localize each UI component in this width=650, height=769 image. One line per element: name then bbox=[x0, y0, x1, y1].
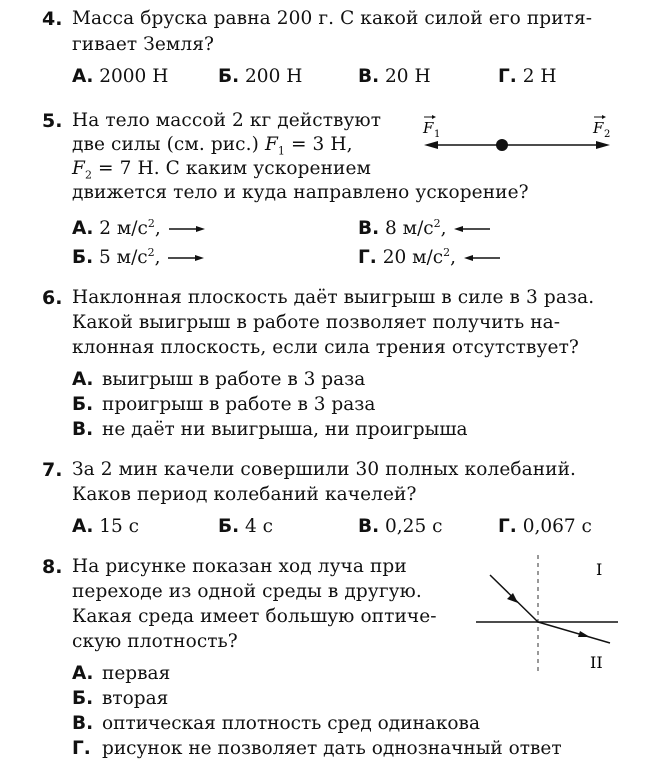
body-dot bbox=[496, 139, 508, 151]
answer-label: Г. bbox=[358, 247, 377, 269]
refraction-figure bbox=[470, 555, 620, 675]
option-text: не даёт ни выигрыша, ни проигрыша bbox=[102, 419, 468, 440]
answer-a bbox=[72, 66, 168, 87]
superscript: 2 bbox=[147, 217, 155, 230]
answer-value: 5 м/с bbox=[99, 247, 148, 269]
option-text: вторая bbox=[102, 688, 169, 709]
question-text-line: За 2 мин качели совершили 30 полных колебаний. bbox=[72, 459, 577, 480]
option-a bbox=[72, 369, 365, 390]
question-text-line: На рисунке показан ход луча при bbox=[72, 556, 407, 577]
answer-b bbox=[72, 246, 206, 268]
answer-text: 2000 Н bbox=[99, 66, 169, 87]
text: = 3 Н, bbox=[284, 134, 353, 155]
superscript: 2 bbox=[147, 246, 155, 259]
answer-b bbox=[218, 516, 273, 537]
option-label: В. bbox=[72, 419, 94, 440]
arrow-left-icon bbox=[424, 141, 438, 149]
answer-label: Б. bbox=[218, 516, 240, 537]
question-text-line: Какой выигрыш в работе позволяет получить на- bbox=[72, 312, 561, 333]
f1-subscript: 1 bbox=[434, 129, 441, 140]
question-number: 6. bbox=[42, 287, 63, 309]
question-text-line bbox=[72, 158, 371, 182]
answer-value: 8 м/с bbox=[385, 218, 434, 240]
answer-label: А. bbox=[72, 66, 94, 87]
option-d bbox=[72, 738, 562, 759]
option-text: первая bbox=[102, 663, 171, 684]
text: , bbox=[154, 218, 161, 240]
answer-text: 0,067 с bbox=[522, 516, 592, 537]
answer-label: А. bbox=[72, 516, 94, 537]
answer-c bbox=[358, 516, 442, 537]
answer-label: А. bbox=[72, 218, 94, 240]
answer-text: 200 Н bbox=[245, 66, 303, 87]
option-label: В. bbox=[72, 713, 94, 734]
answer-c bbox=[358, 217, 492, 239]
question-text-line: переходе из одной среды в другую. bbox=[72, 581, 422, 602]
text: Масса бруска равна 200 г. С какой силой его притя- bbox=[72, 8, 593, 29]
answer-label: Б. bbox=[218, 66, 240, 87]
medium-2-label: II bbox=[590, 653, 603, 672]
ray-arrow-icon bbox=[578, 631, 590, 637]
answer-d bbox=[498, 516, 592, 537]
answer-text: 4 с bbox=[245, 516, 274, 537]
answer-a bbox=[72, 217, 207, 239]
question-text-line: На тело массой 2 кг действуют bbox=[72, 110, 382, 131]
text: , bbox=[154, 247, 161, 269]
question-text-line: Наклонная плоскость даёт выигрыш в силе в 3 раза. bbox=[72, 287, 595, 308]
option-c bbox=[72, 713, 480, 734]
medium-1-label: I bbox=[596, 560, 603, 579]
forces-figure bbox=[418, 110, 618, 160]
option-label: Б. bbox=[72, 688, 94, 709]
option-text: выигрыш в работе в 3 раза bbox=[102, 369, 366, 390]
option-label: Г. bbox=[72, 738, 91, 759]
arrow-left-icon bbox=[452, 224, 492, 234]
question-text-line: движется тело и куда направлено ускорение? bbox=[72, 182, 529, 203]
answer-a bbox=[72, 516, 139, 537]
text: , bbox=[440, 218, 447, 240]
force-symbol: F bbox=[72, 158, 85, 179]
subscript: 2 bbox=[84, 168, 93, 182]
option-a bbox=[72, 663, 170, 684]
f2-label: F bbox=[593, 119, 604, 137]
answer-b bbox=[218, 66, 302, 87]
question-text-line: гивает Земля? bbox=[72, 34, 215, 55]
question-text-line bbox=[72, 8, 610, 29]
question-number: 7. bbox=[42, 459, 63, 481]
text: , bbox=[450, 247, 457, 269]
answer-text: 15 с bbox=[99, 516, 140, 537]
answer-label: Г. bbox=[498, 66, 517, 87]
answer-text: 0,25 с bbox=[385, 516, 443, 537]
question-text-line bbox=[72, 134, 353, 158]
f1-label: F bbox=[423, 119, 434, 137]
arrow-right-icon bbox=[596, 141, 610, 149]
answer-text: 2 Н bbox=[522, 66, 557, 87]
arrow-right-icon bbox=[166, 253, 206, 263]
option-label: А. bbox=[72, 369, 94, 390]
f2-subscript: 2 bbox=[604, 129, 611, 140]
option-text: рисунок не позволяет дать однозначный ответ bbox=[102, 738, 562, 759]
answer-text: 20 Н bbox=[385, 66, 431, 87]
text: две силы (см. рис.) bbox=[72, 134, 265, 155]
subscript: 1 bbox=[277, 144, 285, 158]
question-text-line: Каков период колебаний качелей? bbox=[72, 484, 417, 505]
question-text-line: клонная плоскость, если сила трения отсутствует? bbox=[72, 337, 579, 358]
answer-c bbox=[358, 66, 431, 87]
arrow-left-icon bbox=[462, 253, 502, 263]
superscript: 2 bbox=[443, 246, 451, 259]
refracted-ray bbox=[538, 622, 610, 643]
question-number: 4. bbox=[42, 8, 63, 30]
arrow-right-icon bbox=[167, 224, 207, 234]
superscript: 2 bbox=[433, 217, 441, 230]
answer-d bbox=[358, 246, 502, 268]
ray-arrow-icon bbox=[507, 593, 518, 603]
force-symbol: F bbox=[264, 134, 278, 155]
question-number: 8. bbox=[42, 556, 63, 578]
option-text: проигрыш в работе в 3 раза bbox=[102, 394, 376, 415]
answer-label: Г. bbox=[498, 516, 517, 537]
question-text-line: скую плотность? bbox=[72, 631, 238, 652]
question-number: 5. bbox=[42, 110, 63, 132]
answer-label: В. bbox=[358, 66, 380, 87]
answer-value: 2 м/с bbox=[99, 218, 148, 240]
answer-label: Б. bbox=[72, 247, 94, 269]
option-label: Б. bbox=[72, 394, 94, 415]
option-b bbox=[72, 688, 168, 709]
answer-label: В. bbox=[358, 218, 380, 240]
option-text: оптическая плотность сред одинакова bbox=[102, 713, 480, 734]
answer-d bbox=[498, 66, 557, 87]
option-b bbox=[72, 394, 375, 415]
text: = 7 Н. С каким ускорением bbox=[92, 158, 371, 179]
answer-label: В. bbox=[358, 516, 380, 537]
option-label: А. bbox=[72, 663, 94, 684]
answer-value: 20 м/с bbox=[382, 247, 444, 269]
option-c bbox=[72, 419, 468, 440]
question-text-line: Какая среда имеет большую оптиче- bbox=[72, 606, 437, 627]
